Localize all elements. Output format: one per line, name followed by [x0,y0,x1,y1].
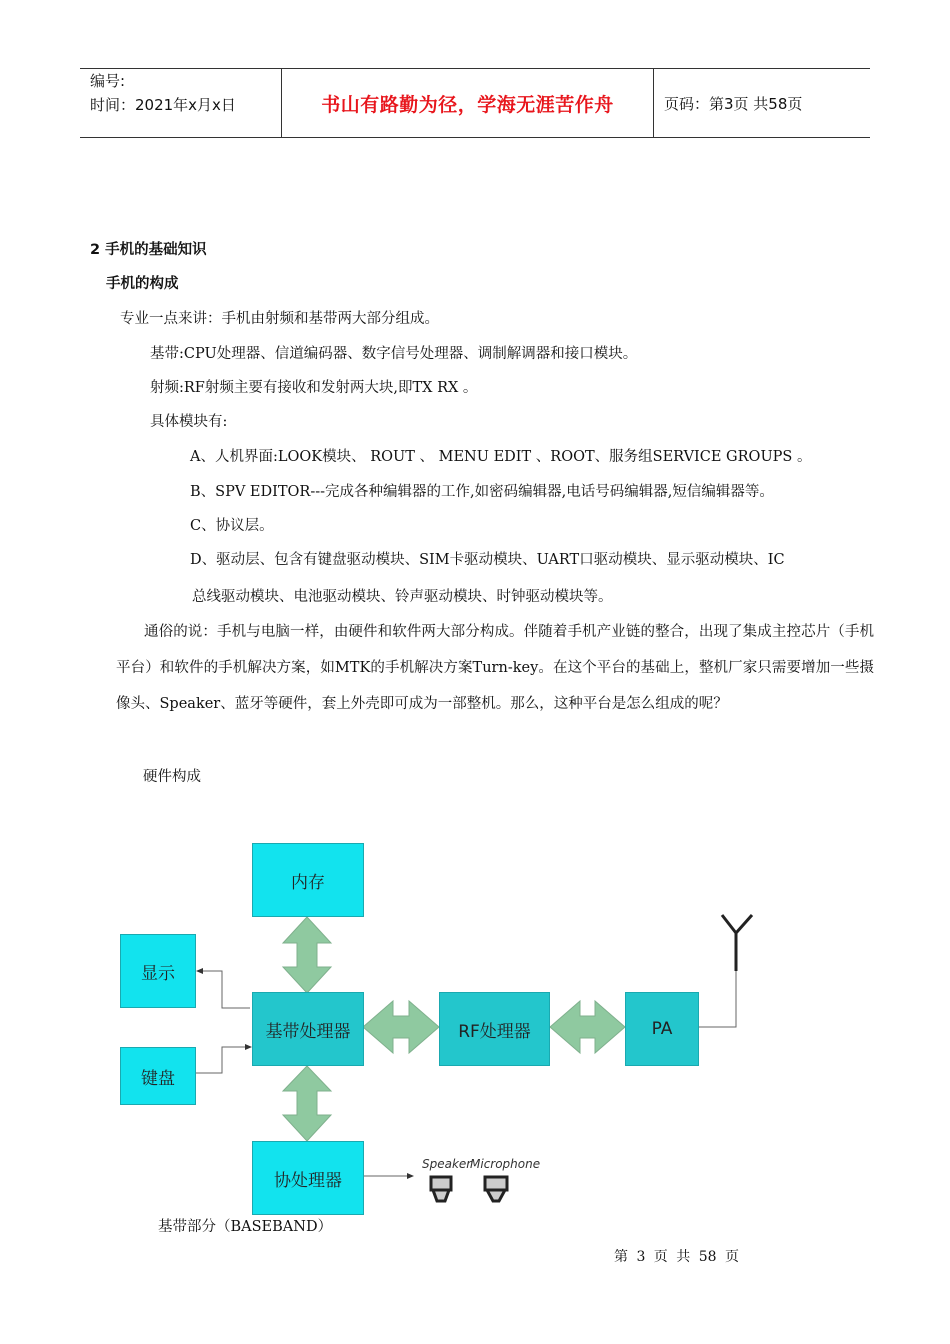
antenna-icon [722,915,752,971]
item-c: C、协议层。 [190,518,274,534]
diagram-caption: 基带部分（BASEBAND） [158,1219,333,1235]
modules-line: 具体模块有: [150,414,228,430]
section-subheading: 手机的构成 [106,276,179,292]
item-b: B、SPV EDITOR---完成各种编辑器的工作,如密码编辑器,电话号码编辑器,短信编辑器等。 [190,484,774,500]
arrow-rf-pa [550,1001,625,1053]
keyboard-box: 键盘 [120,1047,196,1105]
rf-processor-box: RF处理器 [439,992,550,1066]
microphone-icon [485,1177,507,1201]
time-label: 时间：2021年x月x日 [90,96,236,114]
rf-line: 射频:RF射频主要有接收和发射两大块,即TX RX 。 [150,380,478,396]
baseband-diagram [110,835,770,1225]
number-label: 编号: [90,72,126,90]
page-footer: 第 3 页 共 58 页 [614,1249,739,1265]
hardware-title: 硬件构成 [143,769,201,785]
speaker-label: Speaker [422,1157,472,1171]
item-a: A、人机界面:LOOK模块、 ROUT 、 MENU EDIT 、ROOT、服务组SERVICE GROUPS 。 [190,449,812,465]
section-heading: 2 手机的基础知识 [90,242,207,258]
header-meta [80,69,282,137]
arrowhead-display [196,968,203,974]
header-motto: 书山有路勤为径，学海无涯苦作舟 [282,69,654,137]
arrow-memory-baseband [283,917,331,993]
microphone-label: Microphone [470,1157,541,1171]
line-pa-antenna [699,955,736,1027]
speaker-icon [431,1177,451,1201]
arrowhead-speaker [407,1173,414,1179]
arrow-baseband-rf [363,1001,439,1053]
item-d-line2: 总线驱动模块、电池驱动模块、铃声驱动模块、时钟驱动模块等。 [192,589,613,605]
arrow-baseband-coprocessor [283,1066,331,1141]
body-paragraph: 通俗的说：手机与电脑一样，由硬件和软件两大部分构成。伴随着手机产业链的整合，出现了集成主控芯片（手机平台）和软件的手机解决方案，如MTK的手机解决方案Turn-key。在这个平台的基础上，整机厂家只需要增加一些摄像头、Speaker、蓝牙等硬件，套上外壳即可成为一部整机。那么，这种平台是怎么组成的呢？ [116,624,874,712]
page-header [80,68,870,138]
display-box: 显示 [120,934,196,1008]
intro-line: 专业一点来讲：手机由射频和基带两大部分组成。 [120,311,439,327]
baseband-processor-box: 基带处理器 [252,992,364,1066]
item-d-line1: D、驱动层、包含有键盘驱动模块、SIM卡驱动模块、UART口驱动模块、显示驱动模块、IC [190,552,785,568]
line-baseband-display [198,971,250,1008]
baseband-line: 基带:CPU处理器、信道编码器、数字信号处理器、调制解调器和接口模块。 [150,346,638,362]
memory-box: 内存 [252,843,364,917]
line-keyboard-baseband [195,1047,248,1073]
coprocessor-box: 协处理器 [252,1141,364,1215]
pa-box: PA [625,992,699,1066]
arrowhead-keyboard [245,1044,252,1050]
header-page-info: 页码：第3页 共58页 [664,94,803,113]
